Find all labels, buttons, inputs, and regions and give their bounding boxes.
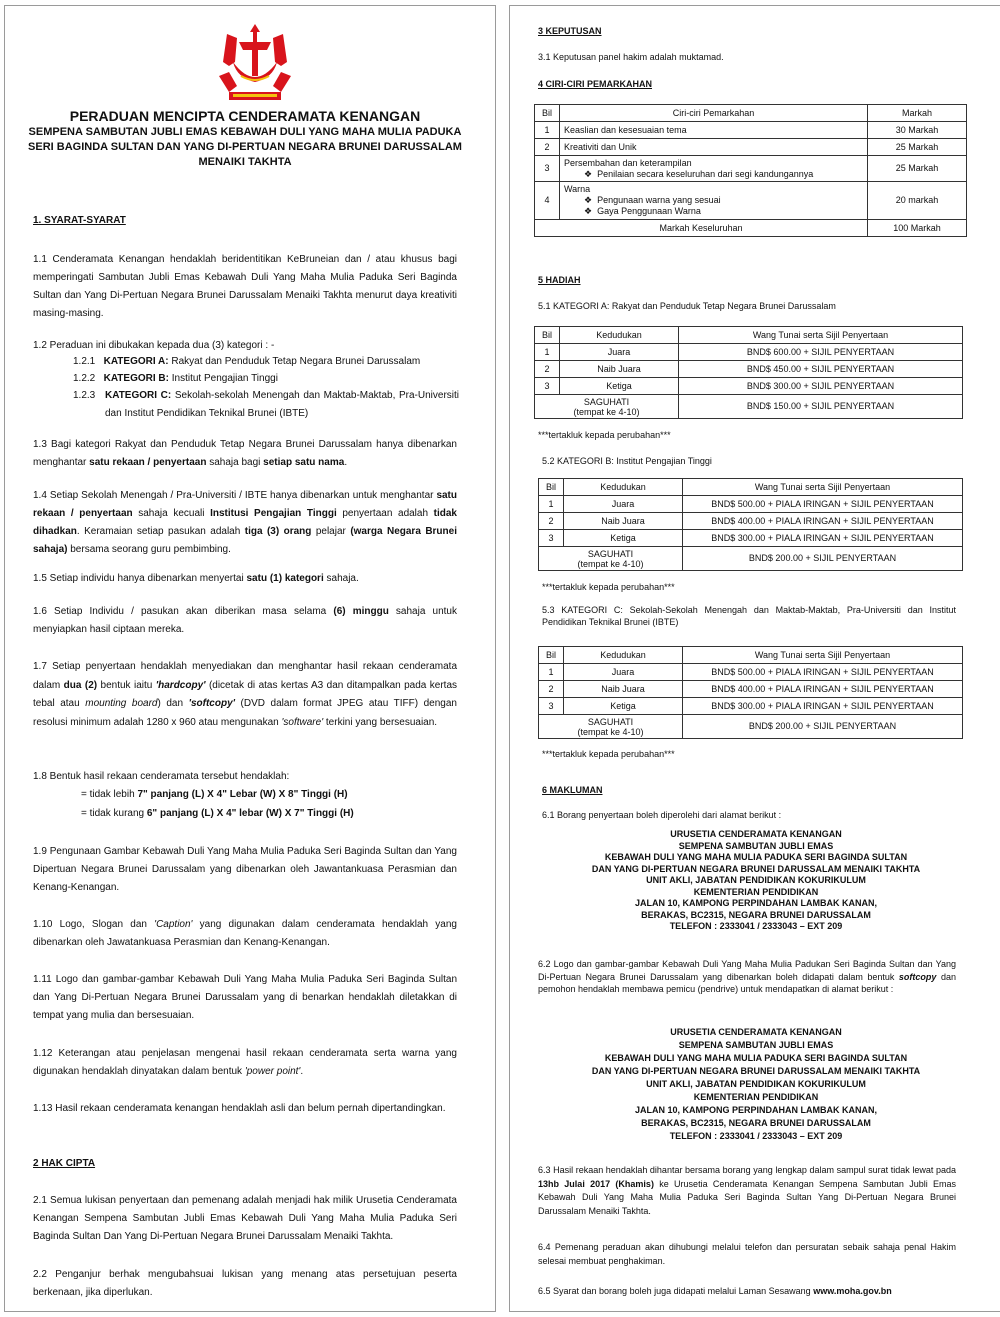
list-item-1-2-3 bbox=[73, 387, 459, 423]
table-cell: 3 bbox=[535, 156, 560, 182]
section-heading-syarat: 1. SYARAT-SYARAT bbox=[33, 215, 126, 226]
table-cell: BND$ 600.00 + SIJIL PENYERTAAN bbox=[679, 344, 963, 361]
dimension-line-max bbox=[81, 786, 461, 804]
table-total-row bbox=[535, 220, 967, 237]
text: bersama seorang guru pembimbing. bbox=[67, 544, 231, 555]
saguhati-label: SAGUHATI bbox=[583, 396, 630, 407]
item-bold: KATEGORI B: bbox=[103, 373, 169, 384]
saguhati-sub: (tempat ke 4-10) bbox=[577, 726, 644, 737]
table-row bbox=[539, 715, 963, 739]
table-cell bbox=[535, 395, 679, 419]
text: 1.12 Keterangan atau penjelasan mengenai hasil rekaan cenderamata serta warna yang digunakan hendaklah dinyatakan dalam bentuk bbox=[33, 1048, 457, 1077]
table-header: Kedudukan bbox=[560, 327, 679, 344]
item-text: Institut Pengajian Tinggi bbox=[168, 373, 278, 384]
text: penyertaan adalah bbox=[336, 508, 434, 519]
section-heading-hak-cipta: 2 HAK CIPTA bbox=[33, 1158, 96, 1169]
text: dan pemohon hendaklah membawa pemicu (pendrive) untuk mendapatkan di alamat berikut : bbox=[538, 971, 956, 994]
table-row bbox=[539, 681, 963, 698]
text-bold: (warga Negara Brunei sahaja) bbox=[33, 526, 457, 555]
table-cell bbox=[539, 715, 683, 739]
page-subtitle bbox=[25, 125, 465, 170]
table-cell bbox=[560, 182, 868, 220]
address-line: TELEFON : 2333041 / 2333043 – EXT 209 bbox=[669, 1131, 843, 1141]
table-cell bbox=[560, 156, 868, 182]
text: 6.3 Hasil rekaan hendaklah dihantar bersama borang yang lengkap dalam sampul surat tidak lewat pada bbox=[538, 1165, 956, 1175]
table-row bbox=[535, 122, 967, 139]
table-header: Bil bbox=[535, 105, 560, 122]
text: 1.7 Setiap penyertaan hendaklah menyediakan dan menghantar hasil rekaan cenderamata dalam bbox=[33, 661, 457, 691]
text: = tidak kurang bbox=[81, 808, 147, 819]
para-6-5 bbox=[538, 1285, 958, 1297]
para-1-6 bbox=[33, 603, 457, 639]
table-cell: Kreativiti dan Unik bbox=[560, 139, 868, 156]
note: ***tertakluk kepada perubahan*** bbox=[542, 749, 675, 759]
para-1-7 bbox=[33, 658, 457, 732]
prize-table-category-c bbox=[538, 646, 963, 739]
table-cell: BND$ 300.00 + SIJIL PENYERTAAN bbox=[679, 378, 963, 395]
saguhati-sub: (tempat ke 4-10) bbox=[577, 558, 644, 569]
table-row bbox=[539, 530, 963, 547]
text: terkini yang bersesuaian. bbox=[323, 716, 438, 728]
address-block bbox=[524, 829, 988, 933]
address-line: URUSETIA CENDERAMATA KENANGAN bbox=[670, 1027, 842, 1037]
address-line: DAN YANG DI-PERTUAN NEGARA BRUNEI DARUSSALAM MENAIKI TAKHTA bbox=[591, 863, 921, 874]
subtitle-line: SEMPENA SAMBUTAN JUBLI EMAS KEBAWAH DULI YANG MAHA MULIA PADUKA bbox=[28, 126, 462, 138]
note: ***tertakluk kepada perubahan*** bbox=[538, 430, 671, 440]
address-line: BERAKAS, BC2315, NEGARA BRUNEI DARUSSALAM bbox=[641, 1118, 871, 1128]
text-bold-italic: 'hardcopy' bbox=[155, 679, 206, 691]
text-bold: setiap satu nama bbox=[263, 457, 345, 468]
address-line: KEMENTERIAN PENDIDIKAN bbox=[693, 1092, 819, 1102]
section-heading-hadiah: 5 HADIAH bbox=[538, 275, 581, 285]
text: . bbox=[300, 1066, 304, 1077]
table-header: Wang Tunai serta Sijil Penyertaan bbox=[679, 327, 963, 344]
para-1-2: 1.2 Peraduan ini dibukakan kepada dua (3) kategori : - bbox=[33, 340, 275, 351]
address-block-2 bbox=[524, 1026, 988, 1143]
table-header: Ciri-ciri Pemarkahan bbox=[560, 105, 868, 122]
text: bentuk iaitu bbox=[97, 679, 156, 691]
text-bold: tiga (3) orang bbox=[244, 526, 312, 537]
item-bold: KATEGORI A: bbox=[103, 356, 169, 367]
address-line: DAN YANG DI-PERTUAN NEGARA BRUNEI DARUSSALAM MENAIKI TAKHTA bbox=[591, 1066, 921, 1076]
table-cell bbox=[539, 547, 683, 571]
table-cell: BND$ 300.00 + PIALA IRINGAN + SIJIL PENYERTAAN bbox=[683, 698, 963, 715]
table-cell: BND$ 200.00 + SIJIL PENYERTAAN bbox=[683, 547, 963, 571]
table-cell: 2 bbox=[539, 513, 564, 530]
dimension-line-min bbox=[81, 805, 461, 823]
table-cell: 25 Markah bbox=[868, 156, 967, 182]
subtitle-line: MENAIKI TAKHTA bbox=[198, 156, 292, 168]
para-1-10 bbox=[33, 916, 457, 952]
table-row bbox=[539, 513, 963, 530]
list-item-1-2-1 bbox=[73, 353, 457, 371]
category-c-title: 5.3 KATEGORI C: Sekolah-Sekolah Menengah dan Maktab-Maktab, Pra-Universiti dan Institut Pendidikan Teknikal Brunei (IBTE) bbox=[542, 605, 956, 627]
diamond-bullet-icon: ❖ bbox=[584, 195, 593, 205]
para-2-1: 2.1 Semua lukisan penyertaan dan pemenang adalah menjadi hak milik Urusetia Cenderamata Kenangan Sempena Sambutan Jubli Emas Kebawah Duli Yang Maha Mulia Paduka Seri Baginda Sultan Dan Yang Di-Pertuan Negara Brunei Darussalam Menaiki Takhta. bbox=[33, 1195, 457, 1242]
saguhati-label: SAGUHATI bbox=[587, 548, 634, 559]
table-header: Markah bbox=[868, 105, 967, 122]
table-header: Wang Tunai serta Sijil Penyertaan bbox=[683, 647, 963, 664]
text: sahaja kecuali bbox=[132, 508, 211, 519]
table-cell: BND$ 400.00 + PIALA IRINGAN + SIJIL PENYERTAAN bbox=[683, 513, 963, 530]
table-row bbox=[535, 378, 963, 395]
text: 1.6 Setiap Individu / pasukan akan diberikan masa selama bbox=[33, 606, 334, 617]
subtitle-line: SERI BAGINDA SULTAN DAN YANG DI-PERTUAN NEGARA BRUNEI DARUSSALAM bbox=[28, 141, 462, 153]
text-italic: 'Caption' bbox=[154, 919, 193, 930]
text: (dicetak di atas kertas A3 dan ditampalkan pada kertas tebal atau bbox=[33, 679, 458, 709]
table-cell: 1 bbox=[539, 664, 564, 681]
item-number: 1.2.2 bbox=[73, 373, 96, 384]
table-cell: 1 bbox=[539, 496, 564, 513]
para-2-2: 2.2 Penganjur berhak mengubahsuai lukisan yang menang atas persetujuan peserta berkenaan, jika diperlukan. bbox=[33, 1269, 457, 1298]
text-bold: 6" panjang (L) X 4" lebar (W) X 7" Tinggi (H) bbox=[146, 808, 354, 819]
table-cell: Markah Keseluruhan bbox=[535, 220, 868, 237]
address-line: KEBAWAH DULI YANG MAHA MULIA PADUKA SERI BAGINDA SULTAN bbox=[604, 852, 908, 862]
table-cell: 30 Markah bbox=[868, 122, 967, 139]
address-line: TELEFON : 2333041 / 2333043 – EXT 209 bbox=[669, 921, 843, 931]
para-1-4 bbox=[33, 487, 457, 559]
left-page bbox=[4, 5, 496, 1312]
right-page bbox=[509, 5, 1000, 1312]
category-a-title: 5.1 KATEGORI A: Rakyat dan Penduduk Tetap Negara Brunei Darussalam bbox=[538, 301, 836, 311]
table-row bbox=[539, 547, 963, 571]
table-row bbox=[535, 139, 967, 156]
brunei-crest-icon bbox=[215, 22, 295, 104]
text: 1.3 Bagi kategori Rakyat dan Penduduk Tetap Negara Brunei Darussalam hanya dibenarkan menghantar bbox=[33, 439, 457, 468]
address-line: JALAN 10, KAMPONG PERPINDAHAN LAMBAK KANAN, bbox=[634, 898, 877, 908]
section-heading-keputusan: 3 KEPUTUSAN bbox=[538, 26, 602, 36]
note: ***tertakluk kepada perubahan*** bbox=[542, 582, 675, 592]
text-bold-italic: 'softcopy' bbox=[188, 698, 236, 709]
criteria-label: Persembahan dan keterampilan bbox=[564, 157, 692, 168]
table-header: Bil bbox=[535, 327, 560, 344]
text-italic: 'power point' bbox=[244, 1066, 301, 1077]
text-bold: Institusi Pengajian Tinggi bbox=[210, 508, 337, 519]
table-cell: Naib Juara bbox=[564, 681, 683, 698]
address-line: KEMENTERIAN PENDIDIKAN bbox=[693, 886, 819, 897]
para-1-1: 1.1 Cenderamata Kenangan hendaklah beridentitikan KeBruneian dan / atau khusus bagi memperingati Sambutan Jubli Emas Kebawah Duli Yang Maha Mulia Paduka Seri Baginda Sultan dan Yang Di-Pertuan Negara Brunei Darussalam Menaiki Takhta menurut daya kreativiti masing-masing. bbox=[33, 254, 457, 319]
item-number: 1.2.1 bbox=[73, 356, 96, 367]
item-bold: KATEGORI C: bbox=[105, 390, 172, 401]
criteria-label: Warna bbox=[564, 184, 591, 194]
address-line: JALAN 10, KAMPONG PERPINDAHAN LAMBAK KANAN, bbox=[634, 1105, 877, 1115]
para-6-2 bbox=[538, 958, 956, 996]
table-cell: Juara bbox=[564, 664, 683, 681]
text: ke Urusetia Cenderamata Kenangan Sempena Sambutan Jubli Emas Kebawah Duli Yang Maha Mulia Paduka Seri Baginda Sultan Yang Di-Pertuan Negara Brunei Darussalam Menaiki Takhta. bbox=[538, 1178, 957, 1216]
table-cell: Juara bbox=[564, 496, 683, 513]
text-italic: 'software' bbox=[281, 716, 324, 728]
text: 1.4 Setiap Sekolah Menengah / Pra-Universiti / IBTE hanya dibenarkan untuk menghantar bbox=[33, 490, 437, 501]
table-header: Bil bbox=[539, 647, 564, 664]
table-row bbox=[539, 698, 963, 715]
criteria-sub: Pengunaan warna yang sesuai bbox=[597, 195, 721, 205]
table-row bbox=[539, 496, 963, 513]
address-line: BERAKAS, BC2315, NEGARA BRUNEI DARUSSALAM bbox=[641, 909, 871, 920]
table-cell: Keaslian dan kesesuaian tema bbox=[560, 122, 868, 139]
table-cell: 3 bbox=[535, 378, 560, 395]
table-cell: 20 markah bbox=[868, 182, 967, 220]
table-cell: 1 bbox=[535, 122, 560, 139]
para-3-1: 3.1 Keputusan panel hakim adalah muktamad. bbox=[538, 52, 724, 62]
text-bold: dua (2) bbox=[63, 679, 98, 691]
text: . bbox=[344, 457, 348, 468]
table-cell: BND$ 450.00 + SIJIL PENYERTAAN bbox=[679, 361, 963, 378]
category-b-title: 5.2 KATEGORI B: Institut Pengajian Tinggi bbox=[542, 456, 712, 466]
item-number: 1.2.3 bbox=[73, 390, 96, 401]
table-cell: BND$ 200.00 + SIJIL PENYERTAAN bbox=[683, 715, 963, 739]
text: ) dan bbox=[157, 698, 189, 709]
para-1-11: 1.11 Logo dan gambar-gambar Kebawah Duli Yang Maha Mulia Paduka Seri Baginda Sultan dan Yang Di-Pertuan Negara Brunei Darussalam yang di benarkan hendaklah diletakkan di tempat yang mulia dan bersesuaian. bbox=[33, 974, 457, 1021]
prize-table-category-a bbox=[534, 326, 963, 419]
table-row bbox=[535, 182, 967, 220]
address-line: KEBAWAH DULI YANG MAHA MULIA PADUKA SERI BAGINDA SULTAN bbox=[604, 1053, 908, 1063]
table-cell: BND$ 150.00 + SIJIL PENYERTAAN bbox=[679, 395, 963, 419]
address-line: SEMPENA SAMBUTAN JUBLI EMAS bbox=[678, 1040, 834, 1050]
para-1-3 bbox=[33, 436, 457, 472]
table-cell: 1 bbox=[535, 344, 560, 361]
para-6-3 bbox=[538, 1164, 956, 1218]
table-cell: Ketiga bbox=[564, 698, 683, 715]
table-header: Wang Tunai serta Sijil Penyertaan bbox=[683, 479, 963, 496]
section-heading-makluman: 6 MAKLUMAN bbox=[542, 785, 603, 795]
saguhati-sub: (tempat ke 4-10) bbox=[573, 406, 640, 417]
address-line: UNIT AKLI, JABATAN PENDIDIKAN KOKURIKULUM bbox=[646, 875, 866, 885]
list-item-1-2-2 bbox=[73, 370, 457, 388]
table-cell: Ketiga bbox=[560, 378, 679, 395]
table-cell: 3 bbox=[539, 698, 564, 715]
table-cell: Naib Juara bbox=[564, 513, 683, 530]
criteria-table bbox=[534, 104, 967, 237]
address-line: SEMPENA SAMBUTAN JUBLI EMAS bbox=[678, 840, 834, 851]
address-line: UNIT AKLI, JABATAN PENDIDIKAN KOKURIKULUM bbox=[646, 1079, 866, 1089]
text-italic: mounting board bbox=[85, 698, 158, 709]
item-text: Sekolah-sekolah Menengah dan Maktab-Maktab, Pra-Universiti dan Institut Pendidikan Teknikal Brunei (IBTE) bbox=[105, 390, 459, 419]
table-cell: BND$ 500.00 + PIALA IRINGAN + SIJIL PENYERTAAN bbox=[683, 496, 963, 513]
text: 1.5 Setiap individu hanya dibenarkan menyertai bbox=[33, 573, 247, 584]
para-1-9: 1.9 Pengunaan Gambar Kebawah Duli Yang Maha Mulia Paduka Seri Baginda Sultan dan Yang Dipertuan Negara Brunei Darussalam yang dibenarkan oleh Jawantankuasa Perasmian dan Kenang-Kenangan. bbox=[33, 846, 457, 893]
text-bold: 7" panjang (L) X 4" Lebar (W) X 8" Tinggi (H) bbox=[137, 789, 348, 800]
address-line: URUSETIA CENDERAMATA KENANGAN bbox=[670, 829, 842, 839]
text: sahaja. bbox=[323, 573, 359, 584]
table-header: Kedudukan bbox=[564, 647, 683, 664]
table-row bbox=[535, 361, 963, 378]
text-bold-italic: softcopy bbox=[898, 971, 937, 982]
para-1-13: 1.13 Hasil rekaan cenderamata kenangan hendaklah asli dan belum pernah dipertandingkan. bbox=[33, 1103, 446, 1114]
text: (DVD dalam format JPEG atau TIFF) dengan resolusi minimum adalah 1280 x 960 atau mengunakan bbox=[33, 698, 457, 728]
table-row bbox=[535, 344, 963, 361]
criteria-sub: Gaya Penggunaan Warna bbox=[597, 206, 701, 216]
diamond-bullet-icon: ❖ bbox=[584, 206, 593, 216]
table-cell: BND$ 500.00 + PIALA IRINGAN + SIJIL PENYERTAAN bbox=[683, 664, 963, 681]
text: yang digunakan dalam cenderamata hendaklah yang dibenarkan oleh Jawatankuasa Perasmian dan Kenang-Kenangan. bbox=[33, 919, 457, 948]
text: . Keramaian setiap pasukan adalah bbox=[76, 526, 245, 537]
text: sahaja bagi bbox=[206, 457, 264, 468]
text-bold: tidak dihadkan bbox=[33, 508, 457, 537]
website-link[interactable]: www.moha.gov.bn bbox=[813, 1286, 892, 1296]
table-cell: Naib Juara bbox=[560, 361, 679, 378]
table-header: Bil bbox=[539, 479, 564, 496]
text-bold: satu rekaan / penyertaan bbox=[89, 457, 207, 468]
text: 1.10 Logo, Slogan dan bbox=[33, 919, 155, 930]
para-6-1: 6.1 Borang penyertaan boleh diperolehi dari alamat berikut : bbox=[542, 810, 782, 820]
text: sahaja untuk menyiapkan hasil ciptaan mereka. bbox=[33, 606, 457, 635]
text: pelajar bbox=[311, 526, 351, 537]
section-heading-ciri-ciri: 4 CIRI-CIRI PEMARKAHAN bbox=[538, 79, 653, 89]
table-row bbox=[535, 395, 963, 419]
diamond-bullet-icon: ❖ bbox=[584, 168, 593, 179]
text-bold: 13hb Julai 2017 (Khamis) bbox=[538, 1178, 654, 1189]
table-cell: 25 Markah bbox=[868, 139, 967, 156]
text: 6.2 Logo dan gambar-gambar Kebawah Duli Yang Maha Mulia Padukan Seri Baginda Sultan dan Yang Di-Pertuan Negara Brunei Darussalam yang dibenarkan boleh didapati dalam bentuk bbox=[538, 959, 956, 982]
text: 6.5 Syarat dan borang boleh juga didapati melalui Laman Sesawang bbox=[538, 1286, 814, 1296]
table-cell: 2 bbox=[535, 139, 560, 156]
table-row bbox=[535, 156, 967, 182]
table-cell: 3 bbox=[539, 530, 564, 547]
text-bold: satu rekaan / penyertaan bbox=[33, 490, 457, 519]
para-6-4: 6.4 Pemenang peraduan akan dihubungi melalui telefon dan persuratan sebaik sahaja penal Hakim selesai membuat penghakiman. bbox=[538, 1242, 956, 1266]
criteria-sub: Penilaian secara keseluruhan dari segi kandungannya bbox=[597, 168, 814, 179]
text-bold: satu (1) kategori bbox=[246, 573, 324, 584]
para-1-8: 1.8 Bentuk hasil rekaan cenderamata tersebut hendaklah: bbox=[33, 771, 290, 782]
para-1-12 bbox=[33, 1045, 457, 1081]
text: = tidak lebih bbox=[81, 789, 138, 800]
text-bold: (6) minggu bbox=[333, 606, 389, 617]
para-1-5 bbox=[33, 570, 457, 588]
table-cell: Ketiga bbox=[564, 530, 683, 547]
table-row bbox=[539, 664, 963, 681]
table-cell: 2 bbox=[535, 361, 560, 378]
table-header: Kedudukan bbox=[564, 479, 683, 496]
table-cell: BND$ 400.00 + PIALA IRINGAN + SIJIL PENYERTAAN bbox=[683, 681, 963, 698]
table-cell: 100 Markah bbox=[868, 220, 967, 237]
table-cell: BND$ 300.00 + PIALA IRINGAN + SIJIL PENYERTAAN bbox=[683, 530, 963, 547]
table-cell: Juara bbox=[560, 344, 679, 361]
table-cell: 4 bbox=[535, 182, 560, 220]
item-text: Rakyat dan Penduduk Tetap Negara Brunei Darussalam bbox=[168, 356, 421, 367]
table-cell: 2 bbox=[539, 681, 564, 698]
prize-table-category-b bbox=[538, 478, 963, 571]
page-title: PERADUAN MENCIPTA CENDERAMATA KENANGAN bbox=[69, 108, 421, 124]
saguhati-label: SAGUHATI bbox=[587, 716, 634, 727]
